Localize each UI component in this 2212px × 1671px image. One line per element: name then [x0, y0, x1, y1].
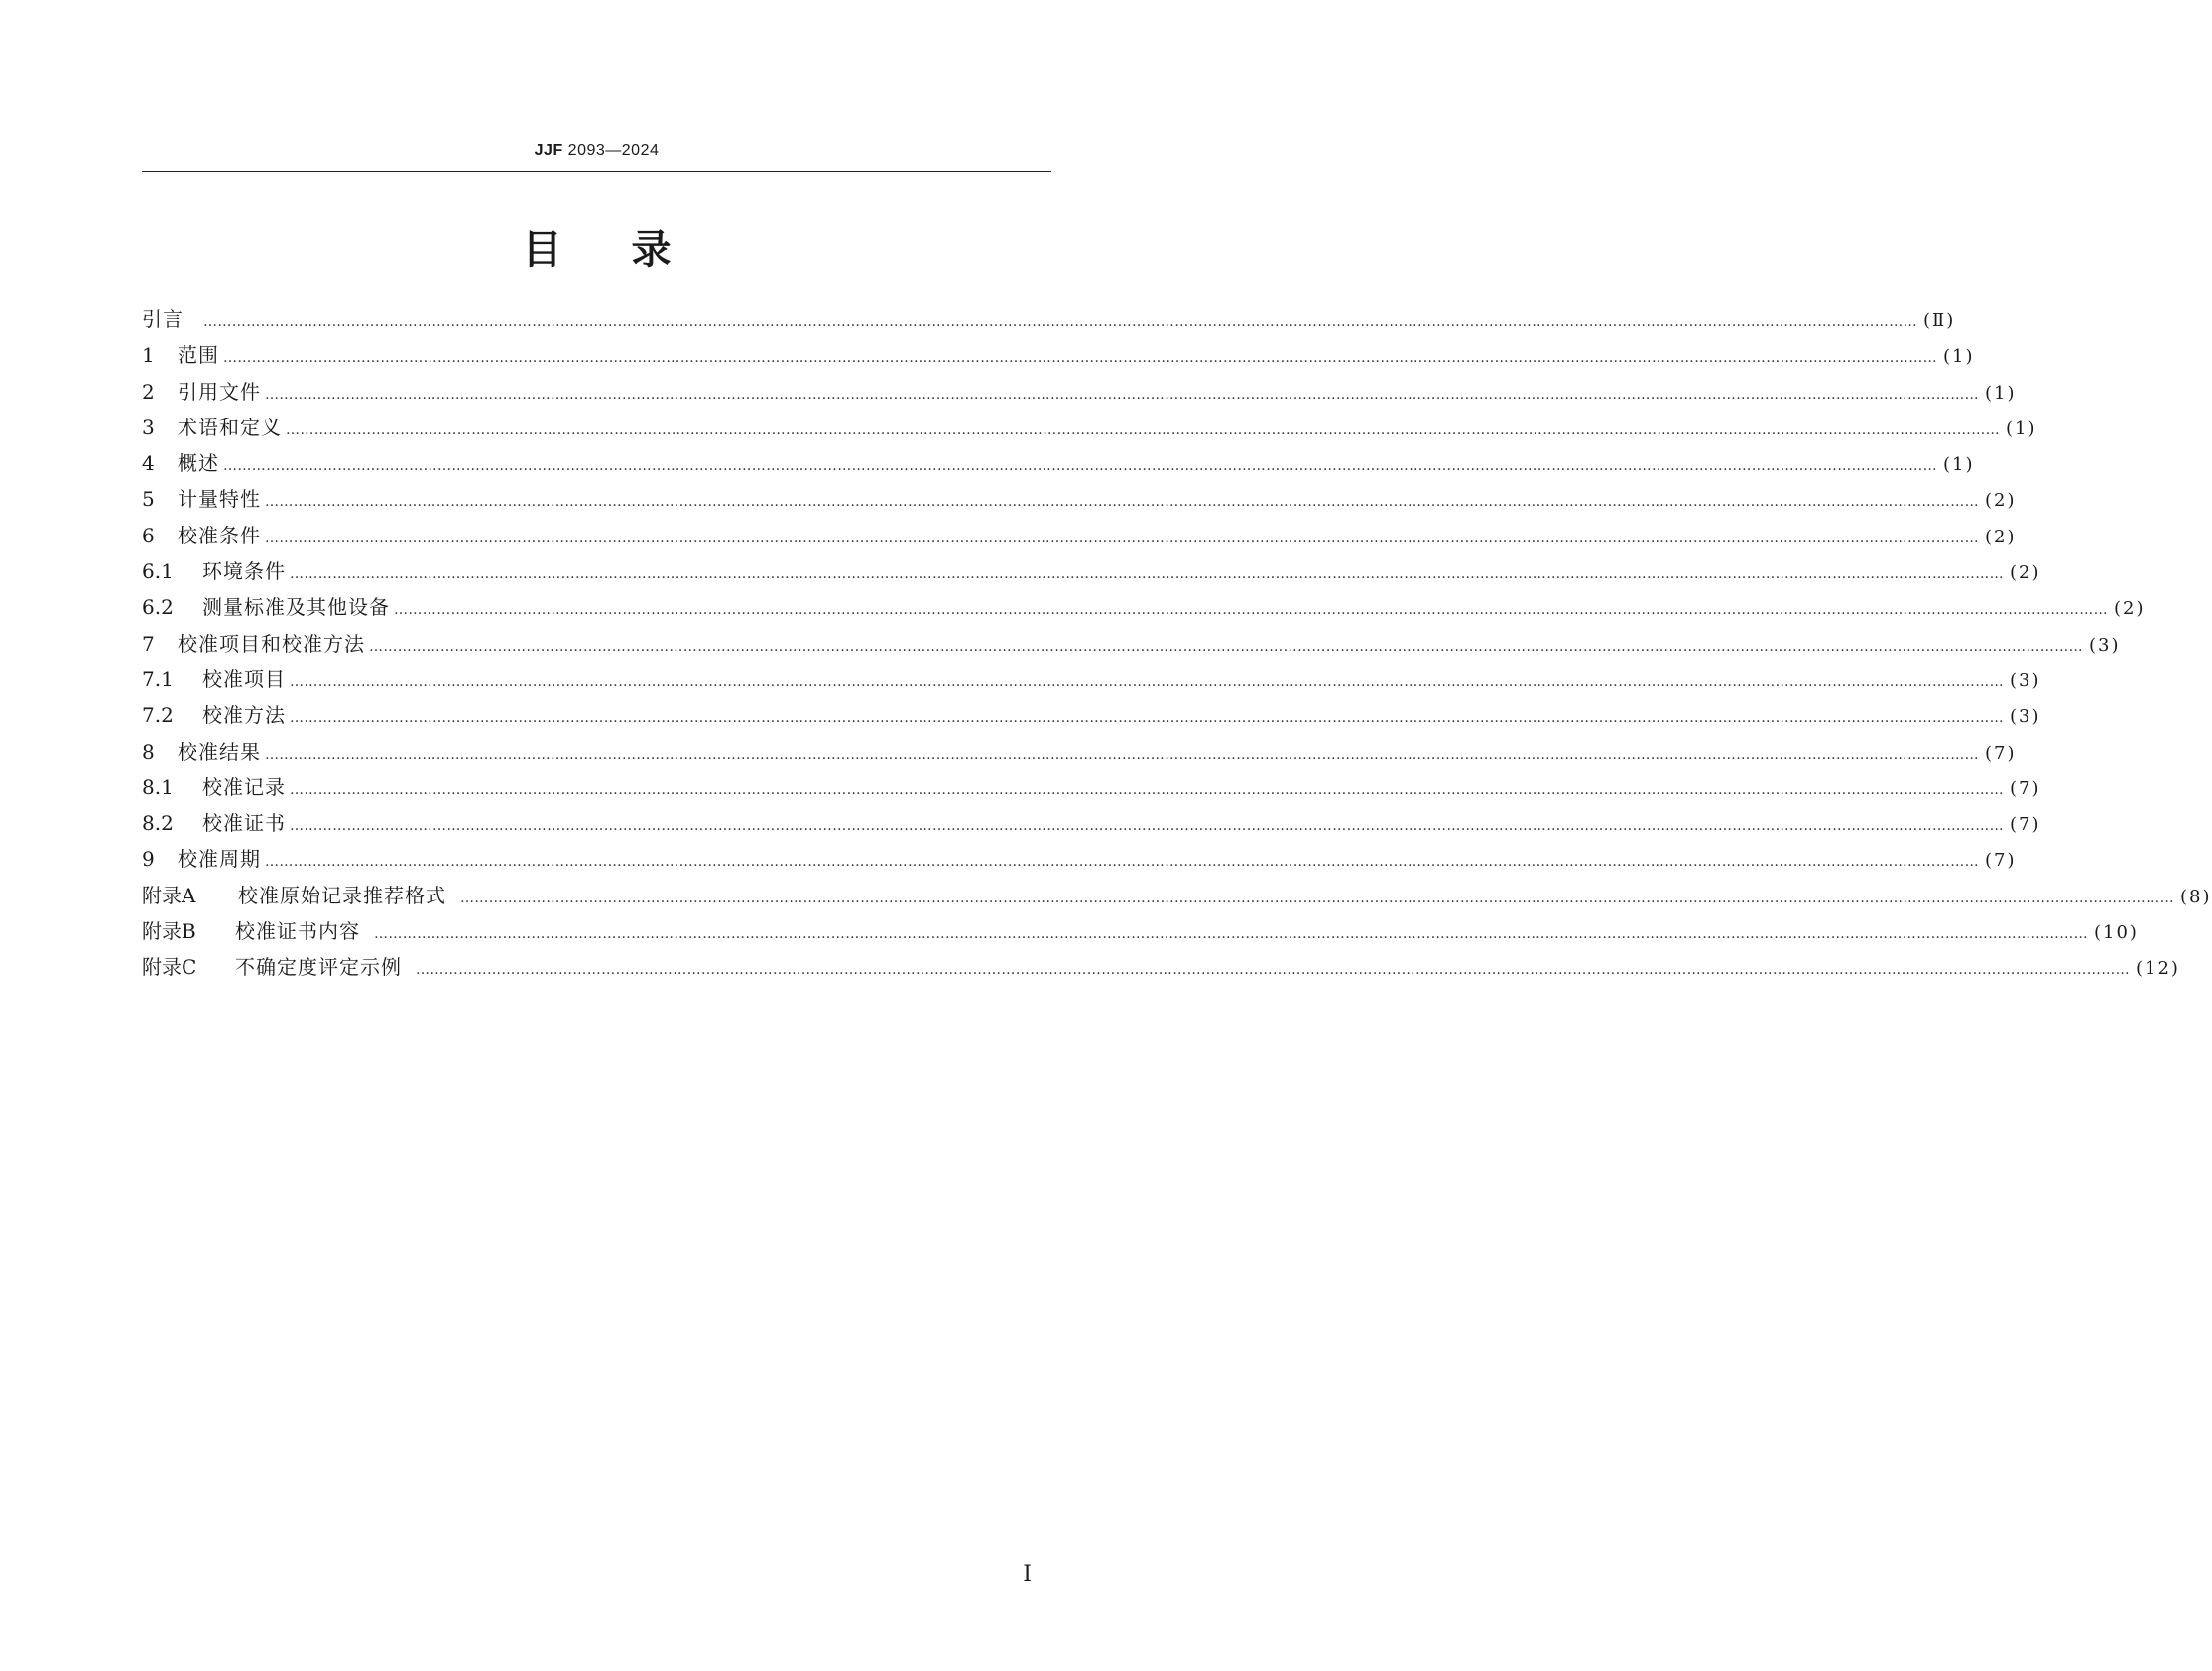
toc-entry-title: 概述: [178, 451, 219, 476]
dot-leader: ………………………………………………………………………………………………………………………………………………………………………………………………………………………………………………………………………………………………………………………………: [286, 421, 2000, 438]
toc-entry-title: 校准原始记录推荐格式: [238, 883, 446, 907]
toc-entry-number: 1: [142, 343, 155, 368]
toc-entry[interactable]: [142, 337, 1975, 373]
toc-entry-number: 附录B: [142, 919, 196, 944]
toc-entry[interactable]: [142, 410, 2037, 445]
toc-entry-label: [142, 553, 286, 589]
toc-entry-label: [142, 697, 286, 733]
dot-leader: ………………………………………………………………………………………………………………………………………………………………………………………………………………………………………………………………………………………………………………………………: [369, 638, 2083, 655]
toc-entry-label: [142, 518, 261, 553]
toc-entry-page: (1): [1943, 454, 1975, 476]
toc-entry-title: 环境条件: [202, 559, 286, 584]
toc-entry-number: 6: [142, 523, 155, 547]
toc-entry-number: 3: [142, 415, 155, 439]
toc-entry-page: (1): [1985, 382, 2017, 404]
dot-leader: ………………………………………………………………………………………………………………………………………………………………………………………………………………………………………………………………………………………………………………………………: [460, 890, 2174, 906]
toc-entry-title: 引用文件: [178, 379, 261, 404]
dot-leader: ………………………………………………………………………………………………………………………………………………………………………………………………………………………………………………………………………………………………………………………………: [265, 746, 1979, 763]
toc-entry-page: (8): [2180, 886, 2212, 907]
toc-entry-title: 不确定度评定示例: [235, 955, 402, 980]
dot-leader: ………………………………………………………………………………………………………………………………………………………………………………………………………………………………………………………………………………………………………………………………: [374, 926, 2088, 943]
toc-entry-number: 5: [142, 487, 155, 512]
header-rule: [142, 171, 1051, 172]
toc-entry-number: 附录A: [142, 883, 196, 907]
toc-entry-page: (3): [2010, 669, 2041, 691]
toc-entry-label: [142, 770, 286, 805]
toc-entry-page: (10): [2094, 922, 2139, 944]
dot-leader: ………………………………………………………………………………………………………………………………………………………………………………………………………………………………………………………………………………………………………………………………: [416, 962, 2130, 979]
standard-prefix: JJF: [534, 142, 563, 159]
dot-leader: ………………………………………………………………………………………………………………………………………………………………………………………………………………………………………………………………………………………………………………………………: [290, 781, 2004, 798]
toc-entry-label: [142, 410, 282, 445]
toc-entry-title: 测量标准及其他设备: [202, 595, 390, 620]
toc-entry-number: 7.1: [142, 666, 174, 691]
toc-entry-number: 7: [142, 631, 155, 656]
toc-entry-title: 校准记录: [202, 775, 286, 799]
toc-entry-title: 校准证书: [202, 811, 286, 836]
toc-entry-number: 7.2: [142, 703, 174, 728]
toc-entry[interactable]: [142, 841, 2017, 877]
toc-entry-title: 术语和定义: [178, 415, 282, 439]
toc-entry[interactable]: [142, 445, 1975, 481]
toc-entry[interactable]: [142, 805, 2041, 841]
toc-entry-number: 8.1: [142, 775, 174, 799]
toc-entry-number: 6.1: [142, 559, 174, 584]
toc-entry[interactable]: [142, 589, 2146, 625]
toc-entry[interactable]: [142, 770, 2041, 805]
dot-leader: ………………………………………………………………………………………………………………………………………………………………………………………………………………………………………………………………………………………………………………………………: [290, 566, 2004, 583]
toc-entry-title: 校准项目和校准方法: [178, 631, 365, 656]
toc-entry-page: (1): [2006, 418, 2037, 439]
toc-entry-title: 校准周期: [178, 847, 261, 872]
dot-leader: ………………………………………………………………………………………………………………………………………………………………………………………………………………………………………………………………………………………………………………………………: [265, 494, 1979, 511]
toc-entry-label: [142, 949, 412, 985]
toc-entry[interactable]: [142, 661, 2041, 697]
toc-entry-number: 4: [142, 451, 155, 476]
dot-leader: ………………………………………………………………………………………………………………………………………………………………………………………………………………………………………………………………………………………………………………………………: [223, 350, 1937, 367]
toc-entry-page: (7): [2010, 777, 2041, 799]
toc-entry[interactable]: [142, 913, 2139, 949]
toc-entry-page: (2): [2010, 562, 2041, 584]
toc-entry-title: 校准结果: [178, 739, 261, 764]
toc-entry-title: 引言: [142, 307, 184, 331]
toc-entry-number: 8.2: [142, 811, 174, 836]
toc-entry-label: [142, 841, 261, 877]
toc-entry-page: (2): [2114, 598, 2146, 620]
page-number: I: [1023, 1562, 1032, 1587]
toc-entry-label: [142, 445, 219, 481]
dot-leader: ………………………………………………………………………………………………………………………………………………………………………………………………………………………………………………………………………………………………………………………………: [394, 602, 2108, 619]
dot-leader: ………………………………………………………………………………………………………………………………………………………………………………………………………………………………………………………………………………………………………………………………: [290, 710, 2004, 727]
toc-entry-page: (2): [1985, 490, 2017, 512]
toc-entry-page: (7): [2010, 814, 2041, 836]
dot-leader: ………………………………………………………………………………………………………………………………………………………………………………………………………………………………………………………………………………………………………………………………: [290, 818, 2004, 835]
dot-leader: ………………………………………………………………………………………………………………………………………………………………………………………………………………………………………………………………………………………………………………………………: [203, 314, 1917, 330]
dot-leader: ………………………………………………………………………………………………………………………………………………………………………………………………………………………………………………………………………………………………………………………………: [265, 854, 1979, 871]
standard-number: 2093—2024: [567, 142, 660, 159]
toc-entry-number: 6.2: [142, 595, 174, 620]
toc-entry[interactable]: [142, 553, 2041, 589]
toc-entry-label: [142, 913, 370, 949]
toc-entry-title: 校准项目: [202, 666, 286, 691]
toc-entry-page: (Ⅱ): [1923, 310, 1956, 331]
toc-entry-page: (12): [2136, 958, 2180, 980]
toc-entry[interactable]: [142, 878, 2212, 913]
dot-leader: ………………………………………………………………………………………………………………………………………………………………………………………………………………………………………………………………………………………………………………………………: [265, 386, 1979, 403]
dot-leader: ………………………………………………………………………………………………………………………………………………………………………………………………………………………………………………………………………………………………………………………………: [290, 673, 2004, 690]
toc-entry-label: [142, 805, 286, 841]
toc-entry-title: 校准证书内容: [235, 919, 360, 944]
toc-entry-number: 附录C: [142, 955, 197, 980]
toc-entry-page: (3): [2089, 634, 2121, 656]
toc-entry-page: (1): [1943, 346, 1975, 368]
toc-entry-title: 范围: [178, 343, 219, 368]
toc-entry[interactable]: [142, 374, 2017, 410]
toc-entry-label: [142, 661, 286, 697]
toc-entry[interactable]: [142, 626, 2121, 661]
toc-entry-label: [142, 374, 261, 410]
toc-entry-title: 校准方法: [202, 703, 286, 728]
toc-entry-page: (7): [1985, 742, 2017, 764]
toc-entry-page: (3): [2010, 706, 2041, 728]
toc-entry[interactable]: [142, 481, 2017, 517]
toc-entry-label: [142, 878, 456, 913]
toc-entry-label: [142, 734, 261, 770]
toc-entry-label: [142, 481, 261, 517]
page-title: 目录: [522, 227, 741, 273]
toc-entry[interactable]: [142, 734, 2017, 770]
table-of-contents: [142, 301, 2212, 986]
toc-entry-number: 2: [142, 379, 155, 404]
toc-entry[interactable]: [142, 697, 2041, 733]
toc-entry-label: [142, 589, 390, 625]
toc-entry-number: 9: [142, 847, 155, 872]
running-header: [142, 142, 1051, 160]
toc-entry-title: 计量特性: [178, 487, 261, 512]
toc-entry[interactable]: [142, 518, 2017, 553]
toc-entry-label: [142, 301, 199, 337]
toc-entry-label: [142, 337, 219, 373]
toc-entry-number: 8: [142, 739, 155, 764]
toc-entry[interactable]: [142, 949, 2180, 985]
toc-entry-label: [142, 626, 365, 661]
toc-entry-page: (7): [1985, 850, 2017, 872]
dot-leader: ………………………………………………………………………………………………………………………………………………………………………………………………………………………………………………………………………………………………………………………………: [223, 458, 1937, 475]
toc-entry-title: 校准条件: [178, 523, 261, 547]
toc-entry-page: (2): [1985, 526, 2017, 547]
dot-leader: ………………………………………………………………………………………………………………………………………………………………………………………………………………………………………………………………………………………………………………………………: [265, 530, 1979, 546]
toc-entry[interactable]: [142, 301, 1956, 337]
